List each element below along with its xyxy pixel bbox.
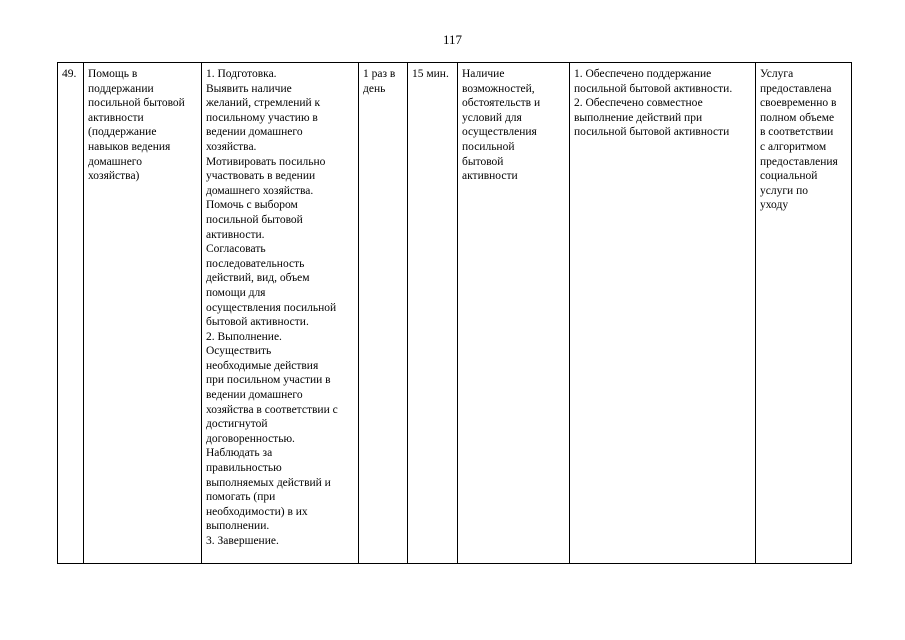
text-line: необходимые действия bbox=[206, 359, 319, 372]
text-line: посильной бытовой активности bbox=[574, 126, 730, 139]
text-line: желаний, стремлений к bbox=[206, 97, 321, 110]
text-line: 2. Обеспечено совместное bbox=[574, 97, 703, 110]
text-line: правильностью bbox=[206, 462, 282, 475]
text-line: ведении домашнего bbox=[206, 389, 303, 402]
text-line: Услуга bbox=[760, 68, 794, 80]
text-line: необходимости) в их bbox=[206, 505, 308, 518]
text-line: последовательность bbox=[206, 257, 305, 270]
text-line: предоставления bbox=[760, 155, 838, 168]
text-line: посильному участию в bbox=[206, 111, 318, 124]
text-line: обстоятельств и bbox=[462, 97, 541, 110]
text-line: посильной бытовой bbox=[206, 213, 303, 226]
text-line: полном объеме bbox=[760, 111, 835, 124]
text-line: выполняемых действий и bbox=[206, 476, 331, 489]
text-line: выполнении. bbox=[206, 520, 270, 533]
procedure-description bbox=[206, 67, 354, 549]
text-line: посильной бытовой bbox=[88, 97, 185, 110]
text-line: 1. Обеспечено поддержание bbox=[574, 68, 712, 80]
text-line: договоренностью. bbox=[206, 432, 295, 445]
text-line: день bbox=[363, 82, 386, 95]
text-line: 1 раз в bbox=[363, 68, 396, 80]
text-line: Помощь в bbox=[88, 68, 138, 80]
service-name-cell bbox=[84, 63, 202, 564]
text-line: предоставлена bbox=[760, 82, 832, 95]
text-line: бытовой bbox=[462, 155, 504, 168]
text-line: посильной бытовой активности. bbox=[574, 82, 733, 95]
text-line: выполнение действий при bbox=[574, 111, 703, 124]
text-line: Помочь с выбором bbox=[206, 199, 298, 212]
duration-cell bbox=[408, 63, 458, 564]
service-name bbox=[88, 67, 197, 184]
frequency bbox=[363, 67, 403, 96]
text-line: бытовой активности. bbox=[206, 316, 309, 329]
service-standard-table bbox=[57, 62, 852, 564]
text-line: услуги по bbox=[760, 184, 808, 197]
text-line: условий для bbox=[462, 111, 522, 124]
text-line: в соответствии bbox=[760, 126, 834, 139]
text-line: с алгоритмом bbox=[760, 140, 827, 153]
text-line: посильной bbox=[462, 140, 515, 153]
results-cell bbox=[570, 63, 756, 564]
frequency-cell bbox=[359, 63, 408, 564]
row-number: 49. bbox=[62, 68, 77, 80]
text-line: возможностей, bbox=[462, 82, 535, 95]
text-line: домашнего хозяйства. bbox=[206, 184, 314, 197]
text-line: навыков ведения bbox=[88, 140, 171, 153]
text-line: 2. Выполнение. bbox=[206, 330, 282, 343]
conditions-cell bbox=[458, 63, 570, 564]
text-line: достигнутой bbox=[206, 418, 268, 431]
text-line: осуществления bbox=[462, 126, 537, 139]
text-line: (поддержание bbox=[88, 126, 157, 139]
text-line: участвовать в ведении bbox=[206, 170, 316, 183]
text-line: Согласовать bbox=[206, 243, 266, 256]
text-line: активности. bbox=[206, 228, 265, 241]
quality-assessment bbox=[760, 67, 847, 213]
text-line: осуществления посильной bbox=[206, 301, 337, 314]
procedure-cell bbox=[202, 63, 359, 564]
text-line: активности bbox=[462, 170, 518, 183]
conditions bbox=[462, 67, 565, 184]
page-number: 117 bbox=[442, 32, 463, 47]
text-line: Наблюдать за bbox=[206, 447, 273, 460]
text-line: своевременно в bbox=[760, 97, 837, 110]
text-line: 1. Подготовка. bbox=[206, 68, 277, 80]
table-row bbox=[58, 63, 852, 564]
text-line: хозяйства. bbox=[206, 140, 257, 153]
text-line: хозяйства) bbox=[88, 170, 140, 183]
results bbox=[574, 67, 751, 140]
text-line: активности bbox=[88, 111, 144, 124]
text-line: Осуществить bbox=[206, 345, 272, 358]
text-line: поддержании bbox=[88, 82, 154, 95]
text-line: хозяйства в соответствии с bbox=[206, 403, 338, 416]
text-line: помощи для bbox=[206, 286, 266, 299]
text-line: социальной bbox=[760, 170, 818, 183]
text-line: Мотивировать посильно bbox=[206, 155, 326, 168]
duration: 15 мин. bbox=[412, 68, 449, 80]
text-line: Выявить наличие bbox=[206, 82, 292, 95]
text-line: при посильном участии в bbox=[206, 374, 331, 387]
text-line: уходу bbox=[760, 199, 789, 212]
quality-cell bbox=[756, 63, 852, 564]
text-line: Наличие bbox=[462, 68, 505, 80]
text-line: домашнего bbox=[88, 155, 142, 168]
text-line: действий, вид, объем bbox=[206, 272, 310, 285]
row-number-cell bbox=[58, 63, 84, 564]
text-line: ведении домашнего bbox=[206, 126, 303, 139]
text-line: 3. Завершение. bbox=[206, 535, 279, 547]
text-line: помогать (при bbox=[206, 491, 276, 504]
